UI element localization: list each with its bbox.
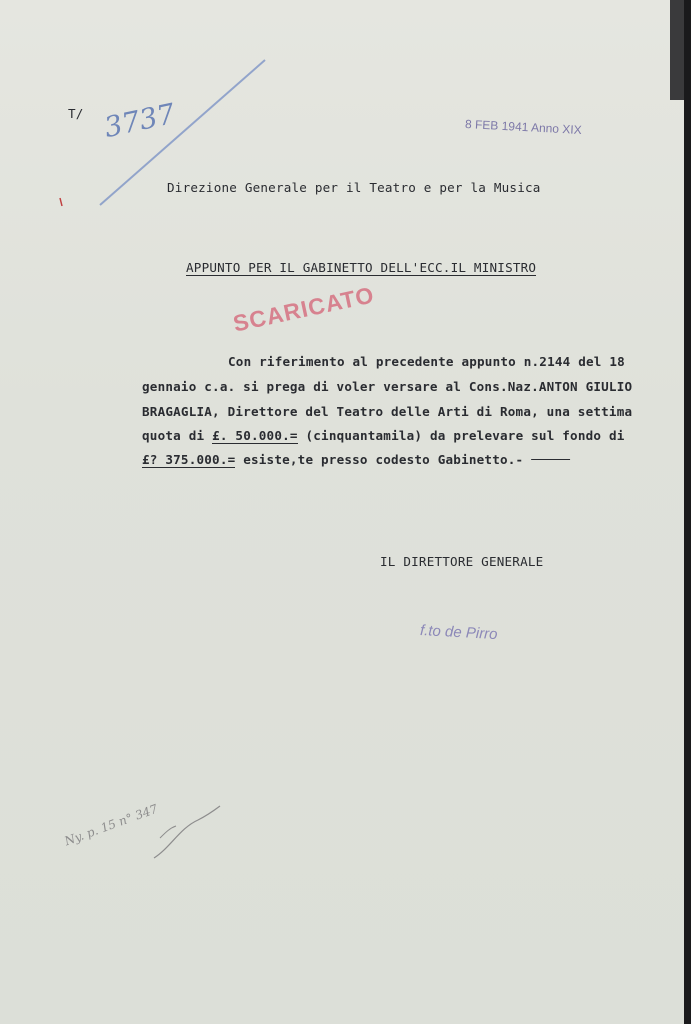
received-date-stamp: 8 FEB 1941 Anno XIX	[464, 116, 583, 138]
body-line-2: gennaio c.a. si prega di voler versare al Cons.Naz.ANTON GIULIO	[142, 379, 633, 394]
department-heading: Direzione Generale per il Teatro e per la Musica	[167, 180, 541, 195]
body-line-1: Con riferimento al precedente appunto n.2144 del 18	[228, 354, 625, 369]
reference-mark: T/	[68, 106, 84, 121]
body-line-4	[142, 428, 625, 443]
protocol-number: 3737	[101, 96, 178, 145]
struck-dashes	[531, 452, 570, 467]
pencil-note: Ny. p. 15 n° 347	[62, 801, 160, 849]
body-line-5-end: esiste,te presso codesto Gabinetto.-	[243, 452, 524, 467]
pencil-scribble	[140, 798, 230, 868]
body-line-3: BRAGAGLIA, Direttore del Teatro delle Arti di Roma, una settima	[142, 404, 633, 419]
body-line-5	[142, 452, 570, 467]
body-line-4-start: quota di	[142, 428, 205, 443]
amount-375000: £? 375.000.=	[142, 452, 236, 467]
signature-title: IL DIRETTORE GENERALE	[380, 554, 544, 569]
signature-stamp: f.to de Pirro	[419, 621, 498, 644]
scaricato-stamp: SCARICATO	[230, 281, 377, 337]
body-line-4-end: (cinquantamila) da prelevare sul fondo di	[305, 428, 625, 443]
amount-50000: £. 50.000.=	[212, 428, 298, 443]
memo-subject: APPUNTO PER IL GABINETTO DELL'ECC.IL MINISTRO	[186, 260, 537, 275]
